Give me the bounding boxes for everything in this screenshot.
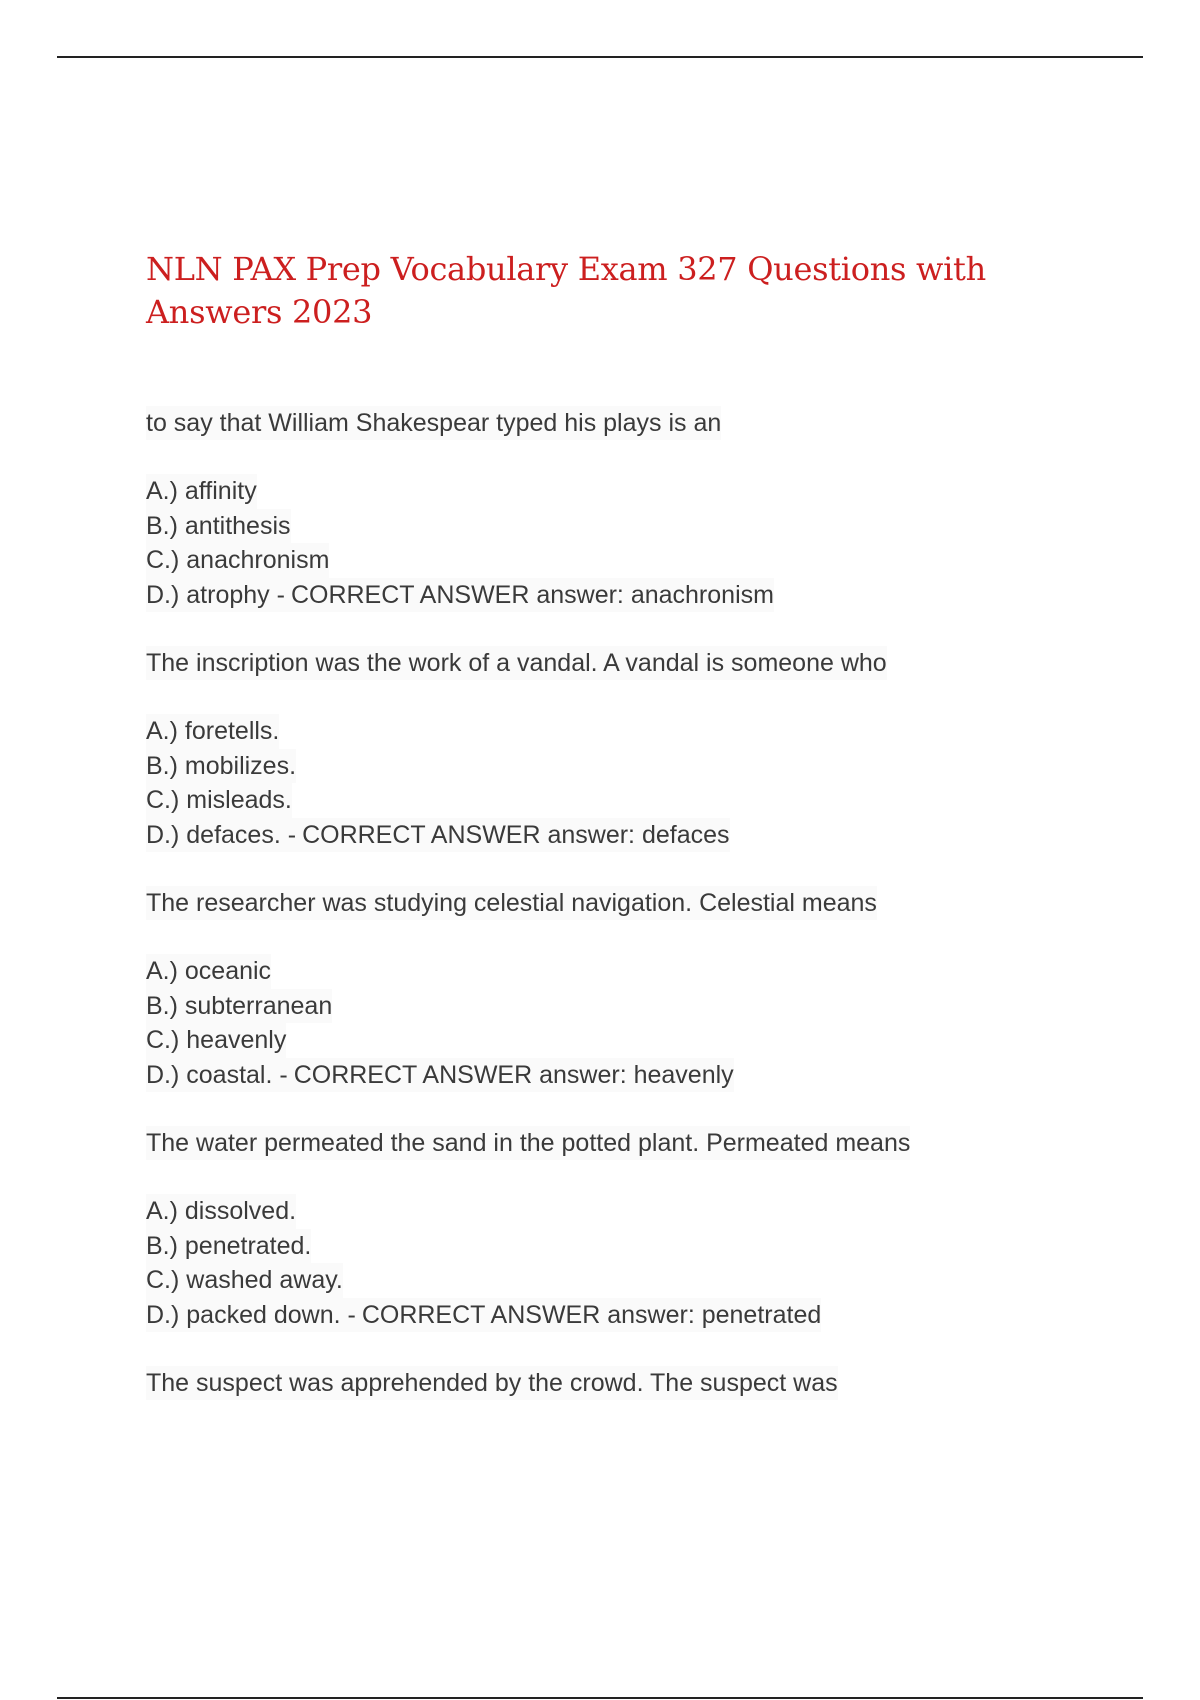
question-prompt: The suspect was apprehended by the crowd. The suspect was [146, 1366, 838, 1400]
option-d-text: D.) coastal. - [146, 1060, 288, 1089]
option-d [146, 578, 774, 613]
option-c: C.) anachronism [146, 543, 329, 578]
option-d-text: D.) packed down. - [146, 1300, 356, 1329]
option-c: C.) misleads. [146, 783, 292, 818]
document-body [146, 248, 1106, 1468]
correct-answer: CORRECT ANSWER answer: defaces [302, 820, 730, 849]
option-b: B.) subterranean [146, 989, 332, 1024]
correct-answer: CORRECT ANSWER answer: heavenly [293, 1060, 734, 1089]
question-prompt: to say that William Shakespear typed his plays is an [146, 406, 721, 440]
question-block [146, 1366, 1106, 1434]
option-d [146, 1058, 734, 1093]
option-d [146, 1298, 821, 1333]
question-block [146, 886, 1106, 1092]
option-d-text: D.) atrophy - [146, 580, 285, 609]
option-d [146, 818, 730, 853]
option-c: C.) washed away. [146, 1263, 343, 1298]
option-a: A.) foretells. [146, 714, 279, 749]
option-b: B.) penetrated. [146, 1229, 311, 1264]
correct-answer: CORRECT ANSWER answer: penetrated [361, 1300, 822, 1329]
question-block [146, 646, 1106, 852]
footer-rule [57, 1697, 1143, 1699]
question-prompt: The inscription was the work of a vandal. A vandal is someone who [146, 646, 887, 680]
correct-answer: CORRECT ANSWER answer: anachronism [290, 580, 774, 609]
option-d-text: D.) defaces. - [146, 820, 297, 849]
question-block [146, 1126, 1106, 1332]
question-prompt: The water permeated the sand in the potted plant. Permeated means [146, 1126, 910, 1160]
option-b: B.) mobilizes. [146, 749, 296, 784]
header-rule [57, 56, 1143, 58]
option-a: A.) dissolved. [146, 1194, 296, 1229]
option-c: C.) heavenly [146, 1023, 286, 1058]
option-a: A.) affinity [146, 474, 257, 509]
option-b: B.) antithesis [146, 509, 291, 544]
question-block [146, 406, 1106, 612]
question-prompt: The researcher was studying celestial navigation. Celestial means [146, 886, 877, 920]
option-a: A.) oceanic [146, 954, 271, 989]
document-title: NLN PAX Prep Vocabulary Exam 327 Questions with Answers 2023 [146, 250, 986, 331]
